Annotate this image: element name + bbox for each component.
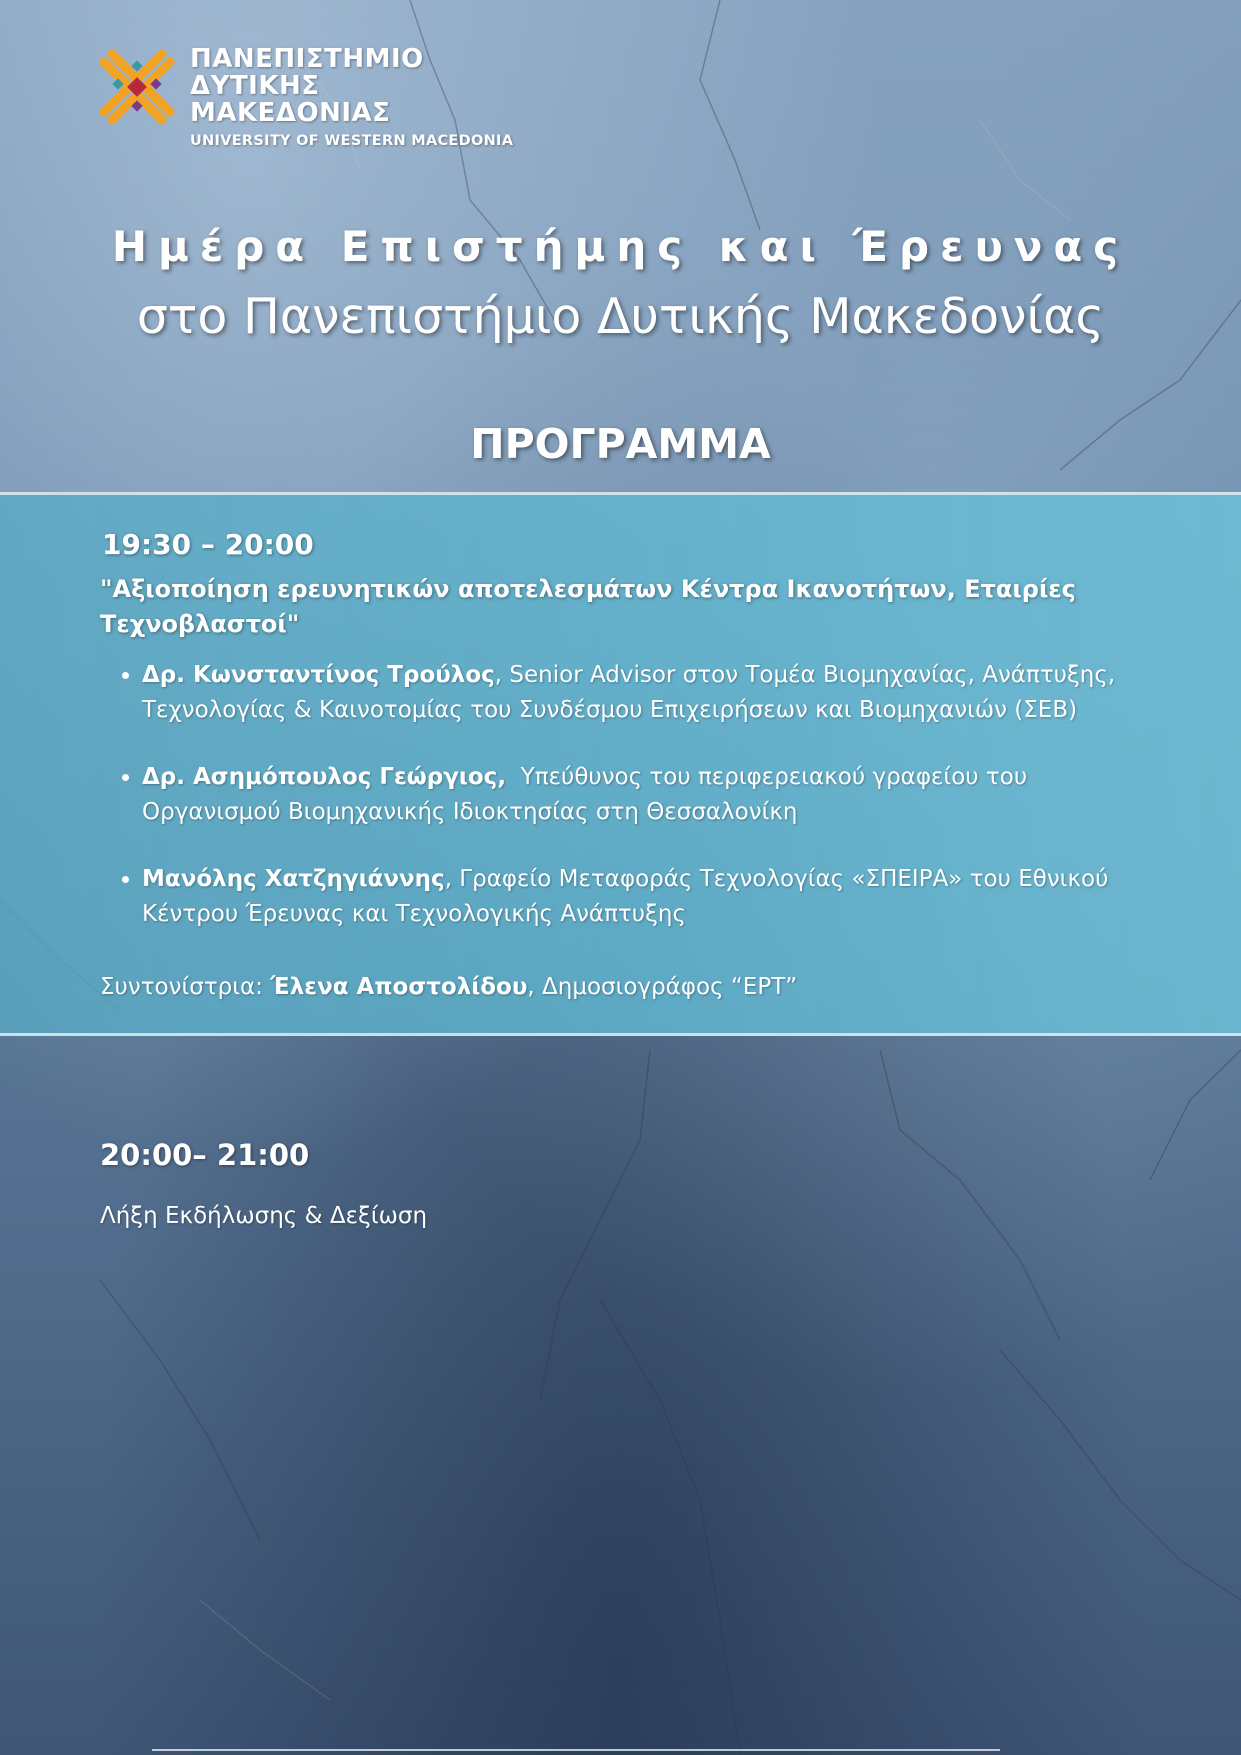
session2-description: Λήξη Εκδήλωσης & Δεξίωση bbox=[100, 1203, 428, 1229]
speaker-item bbox=[142, 862, 1172, 932]
session2-time: 20:00– 21:00 bbox=[100, 1138, 310, 1172]
speaker-item bbox=[142, 760, 1172, 830]
moderator-role: , Δημοσιογράφος “ΕΡΤ” bbox=[527, 974, 798, 1000]
session1-title: "Αξιοποίηση ερευνητικών αποτελεσμάτων Κέντρα Ικανοτήτων, Εταιρίες Τεχνοβλαστοί" bbox=[100, 575, 1076, 638]
moderator-name: Έλενα Αποστολίδου bbox=[270, 974, 528, 1000]
logo-text bbox=[190, 46, 522, 149]
moderator bbox=[100, 970, 1150, 1005]
speaker-description: , Γραφείο Μεταφοράς Τεχνολογίας «ΣΠΕΙΡΑ» του Εθνικού Κέντρου Έρευνας και Τεχνολογικής Ανάπτυξης bbox=[142, 866, 1109, 927]
university-logo bbox=[92, 42, 522, 149]
logo-name-greek-line2: ΔΥΤΙΚΗΣ ΜΑΚΕΔΟΝΙΑΣ bbox=[190, 71, 391, 128]
speaker-name: Δρ. Ασημόπουλος Γεώργιος, bbox=[142, 764, 507, 790]
speaker-name: Μανόλης Χατζηγιάννης bbox=[142, 866, 445, 892]
speaker-description: Υπεύθυνος του περιφερειακού γραφείου του Οργανισμού Βιομηχανικής Ιδιοκτησίας στη Θεσσαλονίκη bbox=[142, 764, 1035, 825]
footer-divider bbox=[152, 1749, 1000, 1751]
logo-name-greek-line1: ΠΑΝΕΠΙΣΤΗΜΙΟ bbox=[190, 44, 424, 74]
speaker-name: Δρ. Κωνσταντίνος Τρούλος bbox=[142, 662, 495, 688]
speaker-description: , Senior Advisor στον Τομέα Βιομηχανίας, Ανάπτυξης, Τεχνολογίας & Καινοτομίας του Συνδέσμου Επιχειρήσεων και Βιομηχανιών (ΣΕΒ) bbox=[142, 662, 1116, 723]
speaker-list bbox=[100, 658, 1172, 964]
event-title: Ημέρα Επιστήμης και Έρευνας bbox=[111, 222, 1130, 271]
university-emblem-icon bbox=[92, 42, 182, 132]
logo-name-english: UNIVERSITY OF WESTERN MACEDONIA bbox=[190, 133, 514, 149]
event-subtitle: στο Πανεπιστήμιο Δυτικής Μακεδονίας bbox=[136, 288, 1105, 345]
speaker-item bbox=[142, 658, 1172, 728]
session1-time: 19:30 – 20:00 bbox=[102, 528, 314, 561]
moderator-label: Συντονίστρια: bbox=[100, 974, 271, 1000]
program-heading: ΠΡΟΓΡΑΜΜΑ bbox=[470, 420, 771, 468]
